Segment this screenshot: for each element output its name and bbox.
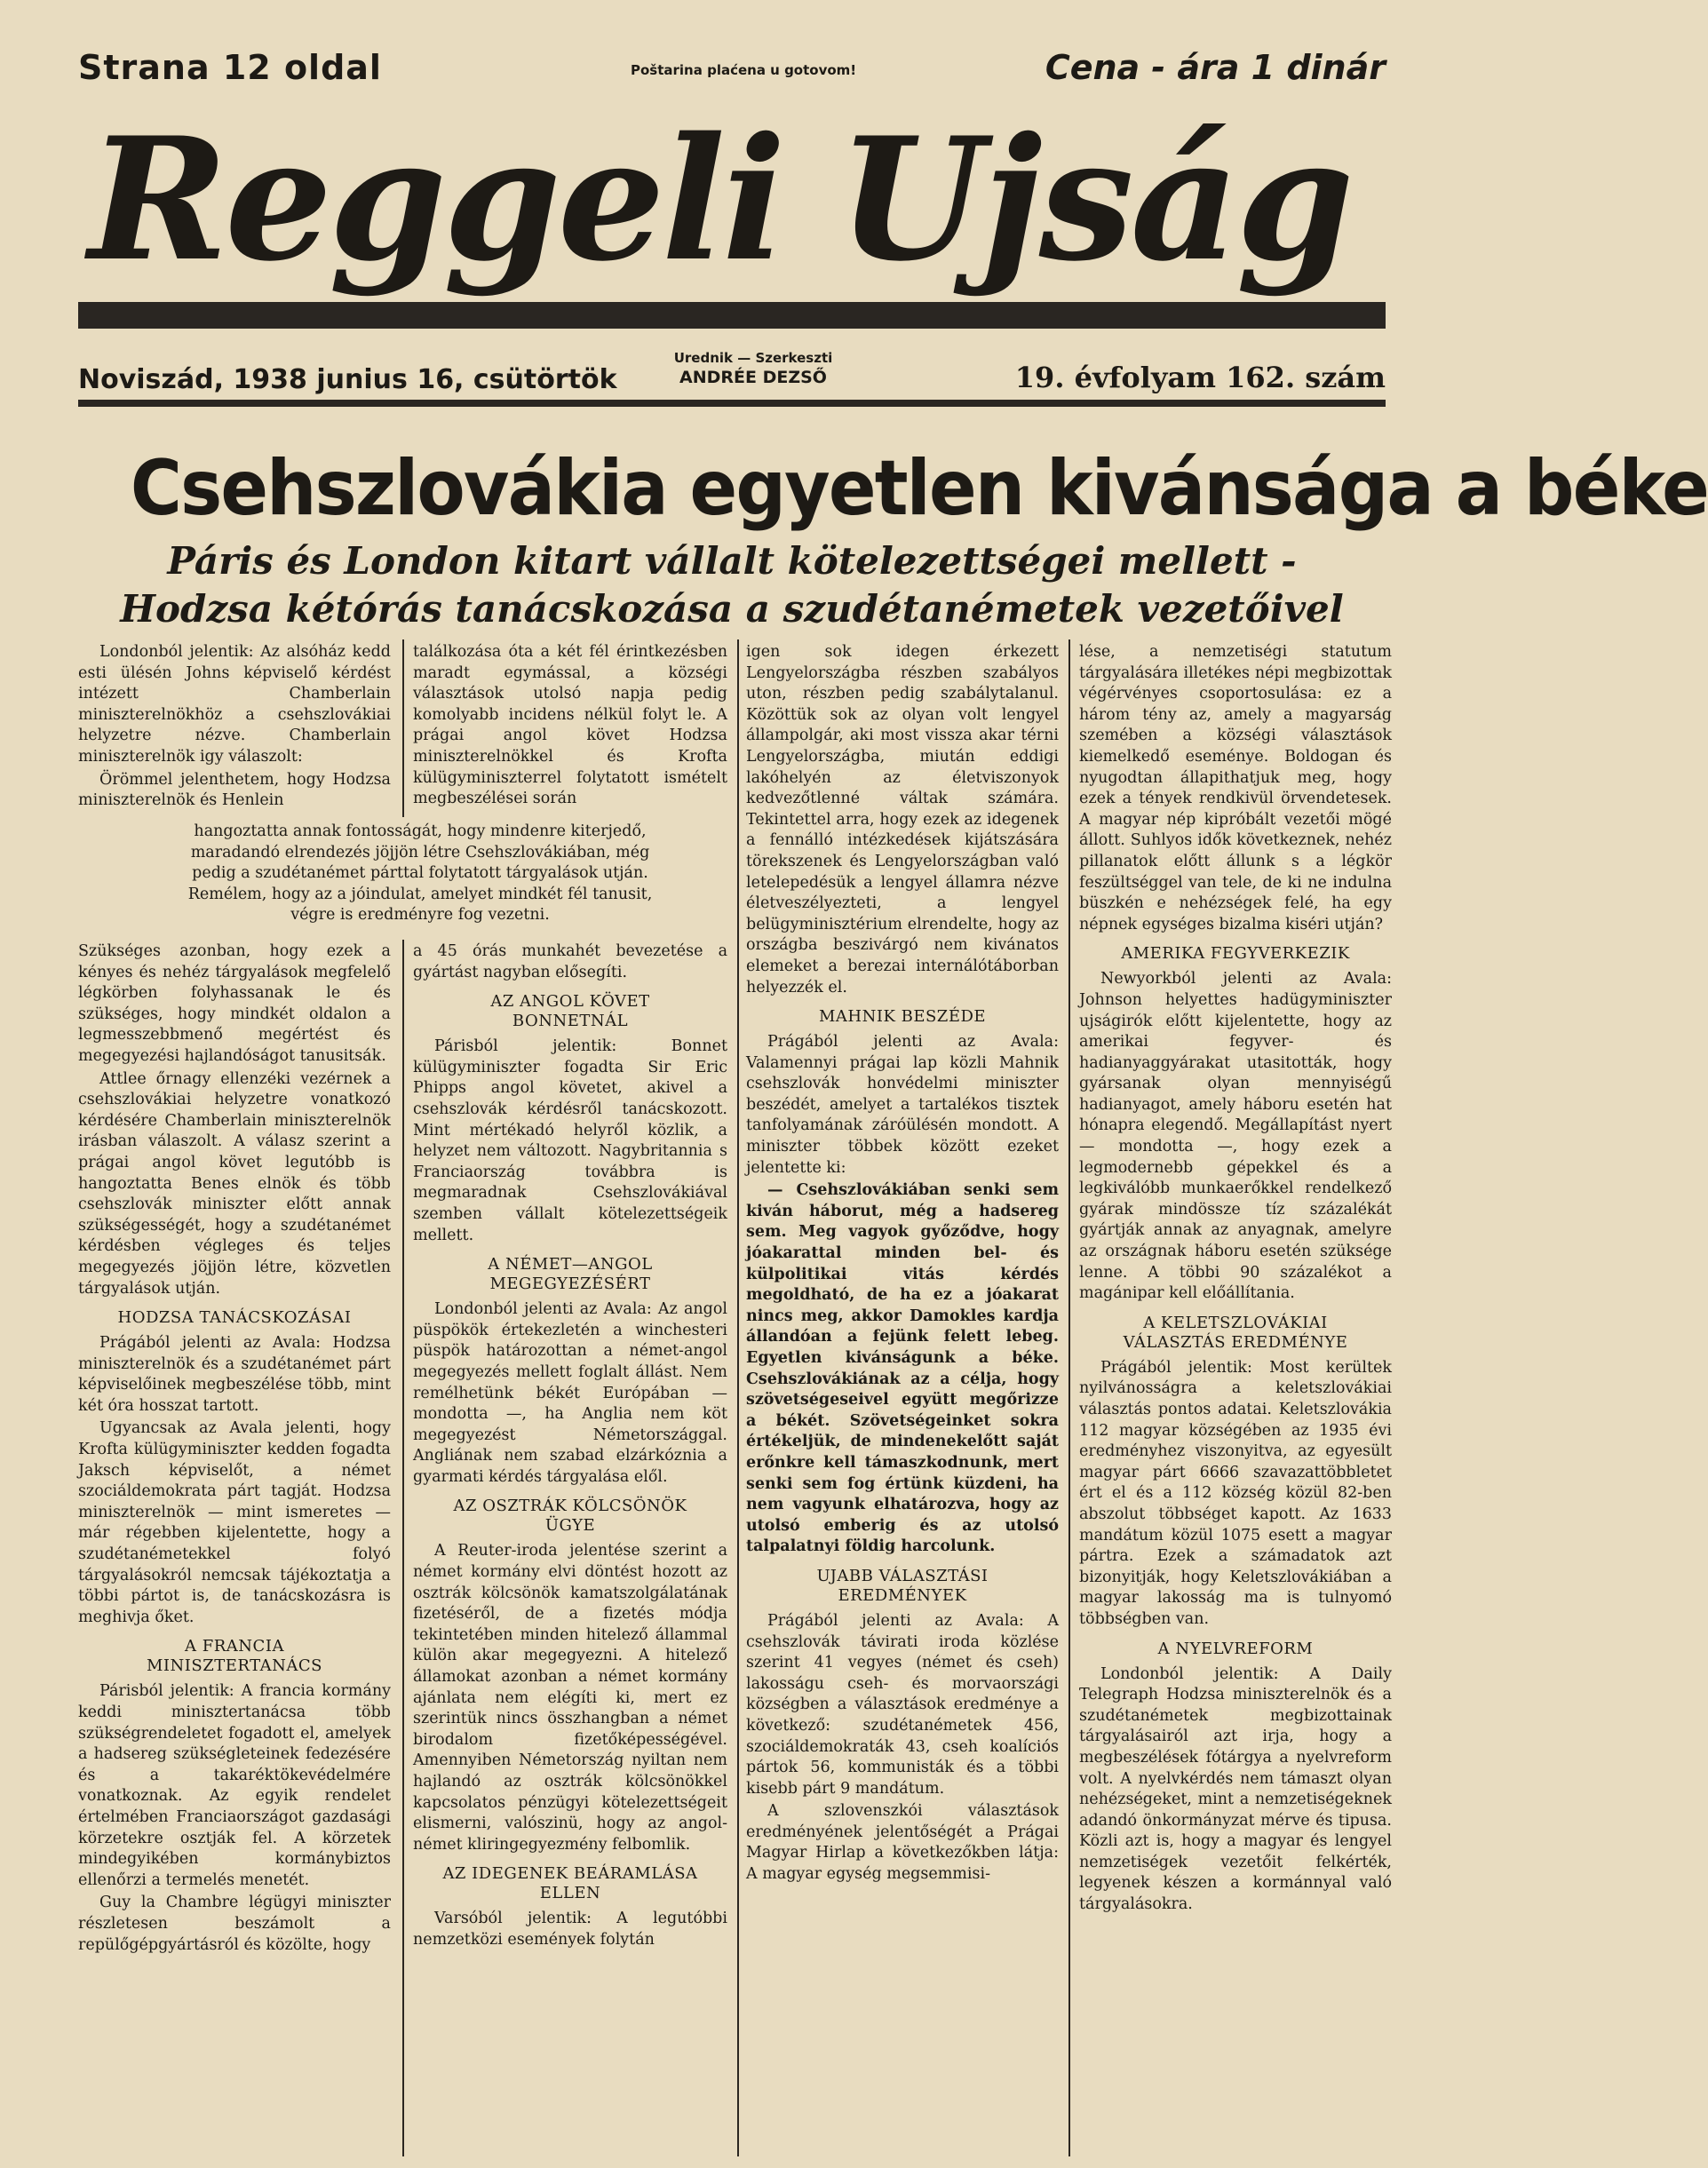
- column-rule: [402, 940, 404, 2156]
- heading-line: AZ ANGOL KÖVET: [490, 992, 650, 1012]
- paragraph: Londonból jelenti az Avala: Az angol püspökök értekezletén a winchesteri püspök határozottan a német-angol megegyezés mellett foglalt állást. Nem remélhetünk békét Európában — mondotta —, ha Anglia nem köt megegyezést Németországgal. Angliának nem szabad elzárkóznia a gyarmati kérdés tárgyalása elől.: [413, 1300, 727, 1486]
- main-headline: Csehszlovákia egyetlen kivánsága a béke: [130, 444, 1708, 533]
- heading-line: AZ OSZTRÁK KÖLCSÖNÖK: [453, 1497, 687, 1516]
- paragraph: Prágából jelentik: Most kerültek nyilvánosságra a keletszlovákiai választás pontos adatai. Keletszlovákia 112 magyar községében az 1935 évi eredményhez viszonyitva, az egyesült magyar párt 6666 szavazattöbbletet ért el és a 112 község közül 82-ben abszolut többséget kapott. Az 1633 mandátum közül 1075 esett a magyar pártra. Ezek a számadatok azt bizonyitják, hogy Keletszlovákiában a magyar lakosság ma is tulnyomó többségben van.: [1079, 1358, 1392, 1628]
- paragraph: Varsóból jelentik: A legutóbbi nemzetközi események folytán: [413, 1910, 727, 1949]
- heading-line: MEGEGYEZÉSÉRT: [489, 1275, 651, 1294]
- paragraph: A Reuter-iroda jelentése szerint a német kormány elvi döntést hozott az osztrák kölcsönök kamatszolgálatának fizetéséről, de a fizetés módja tekintetében minden hitelező állammal külön akar megegyezni. A hitelező államokat azonban a német kormány ajánlata nem elégíti ki, mert ez szerintük nincs összhangban a német birodalom fizetőképességével. Amennyiben Németország nyiltan nem hajlandó az osztrák kölcsönökkel kapcsolatos pénzügyi kötelezettségeit elismerni, valószinü, hogy az angol-német kliringegyezmény felbomlik.: [413, 1542, 727, 1854]
- article-col1: [78, 941, 391, 1958]
- column-rule: [402, 639, 404, 817]
- price: Cena - ára 1 dinár: [1045, 48, 1386, 87]
- heading-line: ELLEN: [539, 1884, 601, 1903]
- paragraph: Prágából jelenti az Avala: A csehszlovák távirati iroda közlése szerint 41 vegyes (német és cseh) lakosságu cseh- és morvaországi községben a választások eredménye a következő: szudétanémetek 456, szociáldemokraták 43, cseh koalíciós pártok 56, kommunisták és a többi kisebb párt 9 mandátum.: [746, 1611, 1059, 1798]
- paragraph: Guy la Chambre légügyi miniszter részletesen beszámolt a repülőgépgyártásról és közölte, hogy: [78, 1894, 391, 1954]
- top-bar: [53, 46, 1386, 99]
- paragraph: Örömmel jelenthetem, hogy Hodzsa miniszterelnök és Henlein: [78, 770, 391, 810]
- quote-block: [78, 822, 762, 926]
- paragraph: Londonból jelentik: A Daily Telegraph Hodzsa miniszterelnök és a szudétanémetek megbizottainak tárgyalásairól azt irja, hogy a megbeszélések fótárgya a nyelvreform volt. A nyelvkérdés nem támaszt olyan nehézségeket, mint a nemzetiségeknek adandó önkormányzat mérve és tipusa. Közli azt is, hogy a magyar és lengyel nemzetiségek vezetőit felkérték, legyenek készen a kormánnyal való tárgyalásokra.: [1079, 1664, 1392, 1914]
- heading-line: UJABB VÁLASZTÁSI: [816, 1566, 989, 1585]
- paragraph: lése, a nemzetiségi statutum tárgyalására illetékes népi megbizottak végérvényes csoportosulása: ez a három tény az, amely a magyarság szemében a községi választások kiemelkedő eseménye. Boldogan és nyugodtan állapithatjuk meg, hogy ezek a tények rendkivül örvendetesek. A magyar nép kipróbált vezetői mögé állott. Suhlyos idők következnek, nehéz pillanatok előtt állunk s a légkör feszültséggel van tele, de ki ne indulna büszkén e nehézségek felé, ha egy népnek egységes bizalma kiséri utján?: [1079, 643, 1392, 933]
- section-heading: [1079, 1314, 1392, 1353]
- heading-line: VÁLASZTÁS EREDMÉNYE: [1123, 1332, 1348, 1352]
- article-col2-top: [413, 642, 727, 812]
- heading-line: A NÉMET—ANGOL: [488, 1255, 653, 1275]
- section-heading: HODZSA TANÁCSKOZÁSAI: [117, 1308, 352, 1328]
- postal-note: Poštarina plaćena u gotovom!: [631, 62, 857, 78]
- section-heading: AMERIKA FEGYVERKEZIK: [1121, 944, 1350, 964]
- quote-line: pedig a szudétanémet párttal folytatott tárgyalások utján.: [192, 864, 648, 883]
- paragraph: A szlovenszkói választások eredményének jelentőségét a Prágai Magyar Hirlap a következőkben látja: A magyar egység megsemmisi-: [746, 1802, 1059, 1884]
- dateline: [78, 338, 1386, 400]
- paragraph: találkozása óta a két fél érintkezésben maradt egymással, a községi választások utolsó napja pedig komolyabb incidens nélkül folyt le. A prágai angol követ Hodzsa miniszterelnökkel és Krofta külügyminiszterrel folytatott ismételt megbeszélései során: [413, 643, 727, 808]
- section-heading: [78, 1637, 391, 1676]
- section-heading: A NYELVREFORM: [1157, 1639, 1314, 1658]
- article-col4: [1079, 642, 1392, 1918]
- paragraph: Párisból jelentik: A francia kormány keddi minisztertanácsa több szükségrendeletet fogadott el, amelyek a hadsereg szükségleteinek fedezésére és a takaréktökevédelmére vonatkoznak. Az egyik rendelet értelmében Franciaországot gazdasági körzetekre osztják fel. A körzetek mindegyikében kormánybiztos ellenőrzi a termelés menetét.: [78, 1682, 391, 1889]
- paragraph: Prágából jelenti az Avala: Valamennyi prágai lap közli Mahnik csehszlovák honvédelmi miniszter beszédét, amelyet a tartalékos tisztek tanfolyamának záróülésén mondott. A miniszter többek között ezeket jelentette ki:: [746, 1033, 1059, 1177]
- heading-line: A KELETSZLOVÁKIAI: [1143, 1313, 1328, 1332]
- paragraph: a 45 órás munkahét bevezetése a gyártást nagyban elősegíti.: [413, 942, 727, 981]
- quote-line: maradandó elrendezés jöjjön létre Csehszlovákiában, még: [190, 843, 650, 862]
- paragraph: Ugyancsak az Avala jelenti, hogy Krofta külügyminiszter kedden fogadta Jaksch képviselőt, a német szociáldemokrata párt tagját. Hodzsa miniszterelnök — mint ismeretes — már régebben kijelentette, hogy a szudétanémetekkel folyó tárgyalásokról nemcsak tájékoztatja a többi pártot is, de tanácskozásra is meghivja őket.: [78, 1419, 391, 1626]
- section-heading: [413, 992, 727, 1031]
- heading-line: AZ IDEGENEK BEÁRAMLÁSA: [442, 1864, 698, 1884]
- heading-line: A FRANCIA: [185, 1637, 284, 1656]
- subheadline: [78, 537, 1386, 633]
- section-heading: [746, 1567, 1059, 1606]
- masthead: [53, 98, 1386, 311]
- editor-label: Urednik — Szerkeszti: [673, 350, 833, 366]
- paragraph: — Csehszlovákiában senki sem kiván háborut, még a hadsereg sem. Meg vagyok győződve, hogy jóakarattal minden bel- és külpolitikai vitás kérdés megoldható, de ha ez a jóakarat nincs meg, akkor Damokles kardja állandóan a fejünk felett lebeg. Egyetlen kivánságunk a béke. Csehszlovákiának az a célja, hogy szövetségeseivel együtt megőrizze a békét. Szövetségeinket sokra értékeljük, de mindenekelőtt saját erőnkre kell támaszkodnunk, mert senki sem fog értünk küzdeni, ha nem vagyunk elhatározva, hogy az utolsó emberig és az utolsó talpalatnyi földig harcolunk.: [746, 1181, 1059, 1556]
- quote-line: végre is eredményre fog vezetni.: [290, 906, 550, 925]
- heading-line: ÜGYE: [544, 1516, 596, 1536]
- quote-line: Remélem, hogy az a jóindulat, amelyet mindkét fél tanusit,: [187, 885, 653, 903]
- article-col1-top: [78, 642, 391, 814]
- paragraph: Szükséges azonban, hogy ezek a kényes és nehéz tárgyalások megfelelő légkörben folyhassanak le és szükséges, hogy mindkét oldalon a legmesszebbmenő megértést és megegyezési hajlandóságot tanusitsák.: [78, 942, 391, 1065]
- section-heading: MAHNIK BESZÉDE: [818, 1007, 987, 1027]
- editor-block: [655, 348, 851, 387]
- place-date: Noviszád, 1938 junius 16, csütörtök: [78, 364, 617, 395]
- newspaper-title: Reggeli Ujság: [88, 100, 1351, 298]
- subhead-line-2: Hodzsa kétórás tanácskozása a szudétanémetek vezetőivel: [120, 587, 1344, 631]
- section-heading: [413, 1864, 727, 1903]
- article-col3: [746, 642, 1059, 1887]
- masthead-rule: [78, 302, 1386, 329]
- paragraph: Attlee őrnagy ellenzéki vezérnek a csehszlovákiai helyzetre vonatkozó kérdésére Chamberlain miniszterelnök irásban válaszolt. A válasz szerint a prágai angol követ legutóbb is hangoztatta Benes elnök és több csehszlovák miniszter előtt annak szükségességét, hogy a szudétanémet kérdésben végleges és teljes megegyezés jöjjön létre, közvetlen tárgyalások utján.: [78, 1069, 391, 1298]
- quote-line: hangoztatta annak fontosságát, hogy mindenre kiterjedő,: [194, 822, 647, 840]
- page-number: Strana 12 oldal: [78, 48, 382, 87]
- issue-number: 19. évfolyam 162. szám: [1014, 361, 1386, 394]
- paragraph: Párisból jelentik: Bonnet külügyminiszter fogadta Sir Eric Phipps angol követet, akivel a csehszlovák kérdésről tanácskozott. Mint mértékadó helyről közlik, a helyzet nem változott. Nagybritannia s Franciaország továbbra is megmaradnak Csehszlovákiával szemben vállalt kötelezettségeik mellett.: [413, 1037, 727, 1244]
- editor-name: ANDRÉE DEZSŐ: [679, 368, 827, 387]
- column-rule: [1068, 639, 1070, 2156]
- dateline-rule: [78, 400, 1386, 407]
- heading-line: MINISZTERTANÁCS: [147, 1656, 322, 1676]
- paragraph: igen sok idegen érkezett Lengyelországba részben szabályos uton, részben pedig szabálytalanul. Közöttük sok az olyan volt lengyel állampolgár, aki most vissza akar térni Lengyelországba, miután eddigi lakóhelyén az életviszonyok kedvezőtlenné váltak számára. Tekintettel arra, hogy ezek az idegenek a fennálló intézkedések kijátszására törekszenek és Lengyelországban való letelepedésük a lengyel államra nézve életveszélyezteti, a lengyel belügyminisztérium elrendelte, hogy az országba beszivárgó nem kivánatos elemeket a berezai internálótáborban helyezzék el.: [746, 643, 1059, 997]
- heading-line: BONNETNÁL: [512, 1012, 629, 1031]
- section-heading: [413, 1255, 727, 1294]
- subhead-line-1: Páris és London kitart vállalt kötelezettségei mellett -: [167, 539, 1297, 583]
- section-heading: [413, 1497, 727, 1536]
- paragraph: Newyorkból jelenti az Avala: Johnson helyettes hadügyminiszter ujságirók előtt kijelentette, hogy az amerikai fegyver- és hadianyaggyárakat utasitották, hogy gyársanak olyan mennyiségű hadianyagot, amely háboru esetén hat hónapra elegendő. Megállapítást nyert — mondotta —, hogy ezek a legmodernebb gépekkel és a legkiválóbb munkaerőkkel rendelkező gyárak mindössze tíz százalékát gyártják annak az anyagnak, amelyre az országnak háboru esetén szüksége lenne. A többi 90 százalékot a magánipar kell előállítania.: [1079, 970, 1392, 1303]
- heading-line: EREDMÉNYEK: [838, 1585, 967, 1605]
- paragraph: Prágából jelenti az Avala: Hodzsa miniszterelnök és a szudétanémet párt képviselőinek megbeszélése több, mint két óra hosszat tartott.: [78, 1334, 391, 1415]
- article-col2: [413, 941, 727, 1953]
- paragraph: Londonból jelentik: Az alsóház kedd esti ülésén Johns képviselő kérdést intézett Chamberlain miniszterelnökhöz a csehszlovákiai helyzetre nézve. Chamberlain miniszterelnök igy válaszolt:: [78, 643, 391, 766]
